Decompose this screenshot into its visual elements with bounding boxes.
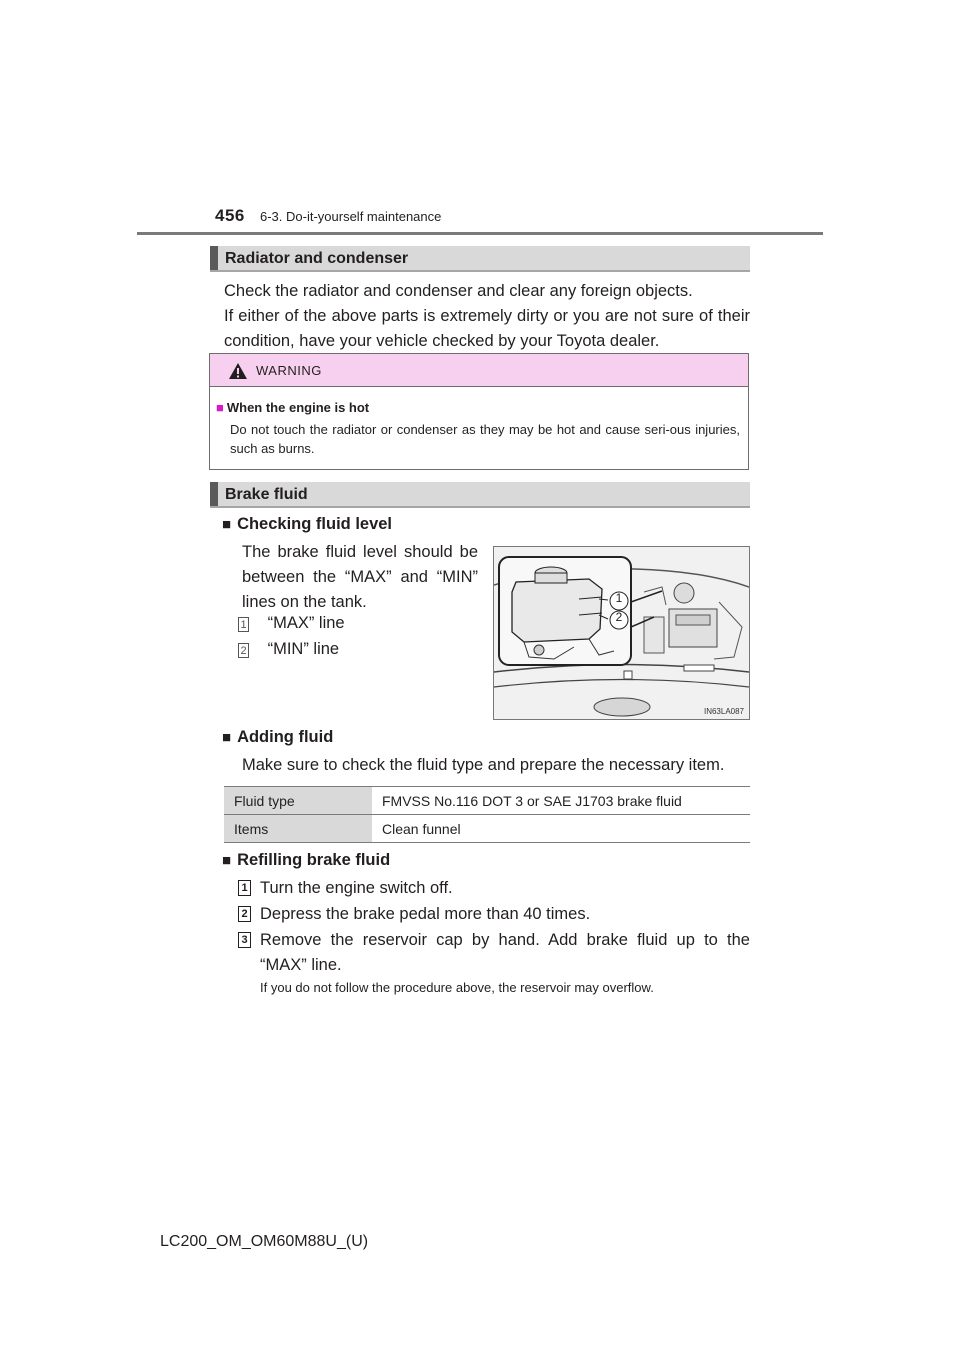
callout-number: 1 xyxy=(238,617,249,632)
table-row xyxy=(224,787,750,815)
engine-bay-illustration xyxy=(494,547,749,719)
heading-accent xyxy=(210,482,218,506)
step-number: 3 xyxy=(238,932,251,948)
warning-subtitle xyxy=(216,400,369,415)
callout-label: “MIN” line xyxy=(267,640,340,658)
table-key: Fluid type xyxy=(224,787,372,815)
figure-callout-2: 2 xyxy=(615,610,623,624)
refilling-note: If you do not follow the procedure above, the reservoir may overflow. xyxy=(260,980,654,995)
heading-accent xyxy=(210,246,218,270)
warning-title: WARNING xyxy=(256,363,322,378)
brake-reservoir-figure xyxy=(493,546,750,720)
brake-heading xyxy=(210,482,750,508)
footer-code: LC200_OM_OM60M88U_(U) xyxy=(160,1233,369,1250)
checking-text: The brake fluid level should be between the “MAX” and “MIN” lines on the tank. xyxy=(242,543,478,611)
table-value: FMVSS No.116 DOT 3 or SAE J1703 brake fluid xyxy=(372,787,750,815)
brake-heading-text: Brake fluid xyxy=(225,486,308,503)
callout-item-min xyxy=(238,637,339,662)
figure-code: IN63LA087 xyxy=(703,707,744,716)
checking-title: Checking fluid level xyxy=(237,515,393,533)
adding-text: Make sure to check the fluid type and prepare the necessary item. xyxy=(242,756,725,774)
square-bullet-icon: ■ xyxy=(222,729,232,746)
page-number: 456 xyxy=(215,206,245,225)
step-text: Remove the reservoir cap by hand. Add brake fluid up to the “MAX” line. xyxy=(260,931,750,974)
checking-subheading xyxy=(222,515,392,534)
radiator-heading-text: Radiator and condenser xyxy=(225,250,409,267)
refilling-title: Refilling brake fluid xyxy=(237,851,391,869)
step-text: Depress the brake pedal more than 40 times. xyxy=(260,905,591,923)
square-bullet-icon: ■ xyxy=(216,400,224,415)
step-number: 2 xyxy=(238,906,251,922)
adding-title: Adding fluid xyxy=(237,728,334,746)
warning-box xyxy=(209,353,749,470)
adding-subheading xyxy=(222,728,333,747)
step-number: 1 xyxy=(238,880,251,896)
callout-item-max xyxy=(238,611,345,636)
fluid-spec-table xyxy=(224,786,750,843)
table-key: Items xyxy=(224,815,372,843)
section-title: 6-3. Do-it-yourself maintenance xyxy=(260,209,442,224)
square-bullet-icon: ■ xyxy=(222,852,232,869)
callout-label: “MAX” line xyxy=(267,614,345,632)
warning-header xyxy=(210,354,748,387)
radiator-line2: If either of the above parts is extremely dirty or you are not sure of their condition, have your vehicle checked by your Toyota dealer. xyxy=(224,307,750,350)
warning-icon xyxy=(228,362,248,380)
table-row xyxy=(224,815,750,843)
refilling-subheading xyxy=(222,851,390,870)
warning-subtitle-text: When the engine is hot xyxy=(226,400,370,415)
warning-text: Do not touch the radiator or condenser as they may be hot and cause seri-ous injuries, such as burns. xyxy=(230,422,740,456)
header-rule xyxy=(137,232,823,235)
step-text: Turn the engine switch off. xyxy=(260,879,453,897)
square-bullet-icon: ■ xyxy=(222,516,232,533)
radiator-heading xyxy=(210,246,750,272)
figure-callout-1: 1 xyxy=(615,591,623,605)
table-value: Clean funnel xyxy=(372,815,750,843)
callout-number: 2 xyxy=(238,643,249,658)
radiator-line1: Check the radiator and condenser and clear any foreign objects. xyxy=(224,282,693,300)
